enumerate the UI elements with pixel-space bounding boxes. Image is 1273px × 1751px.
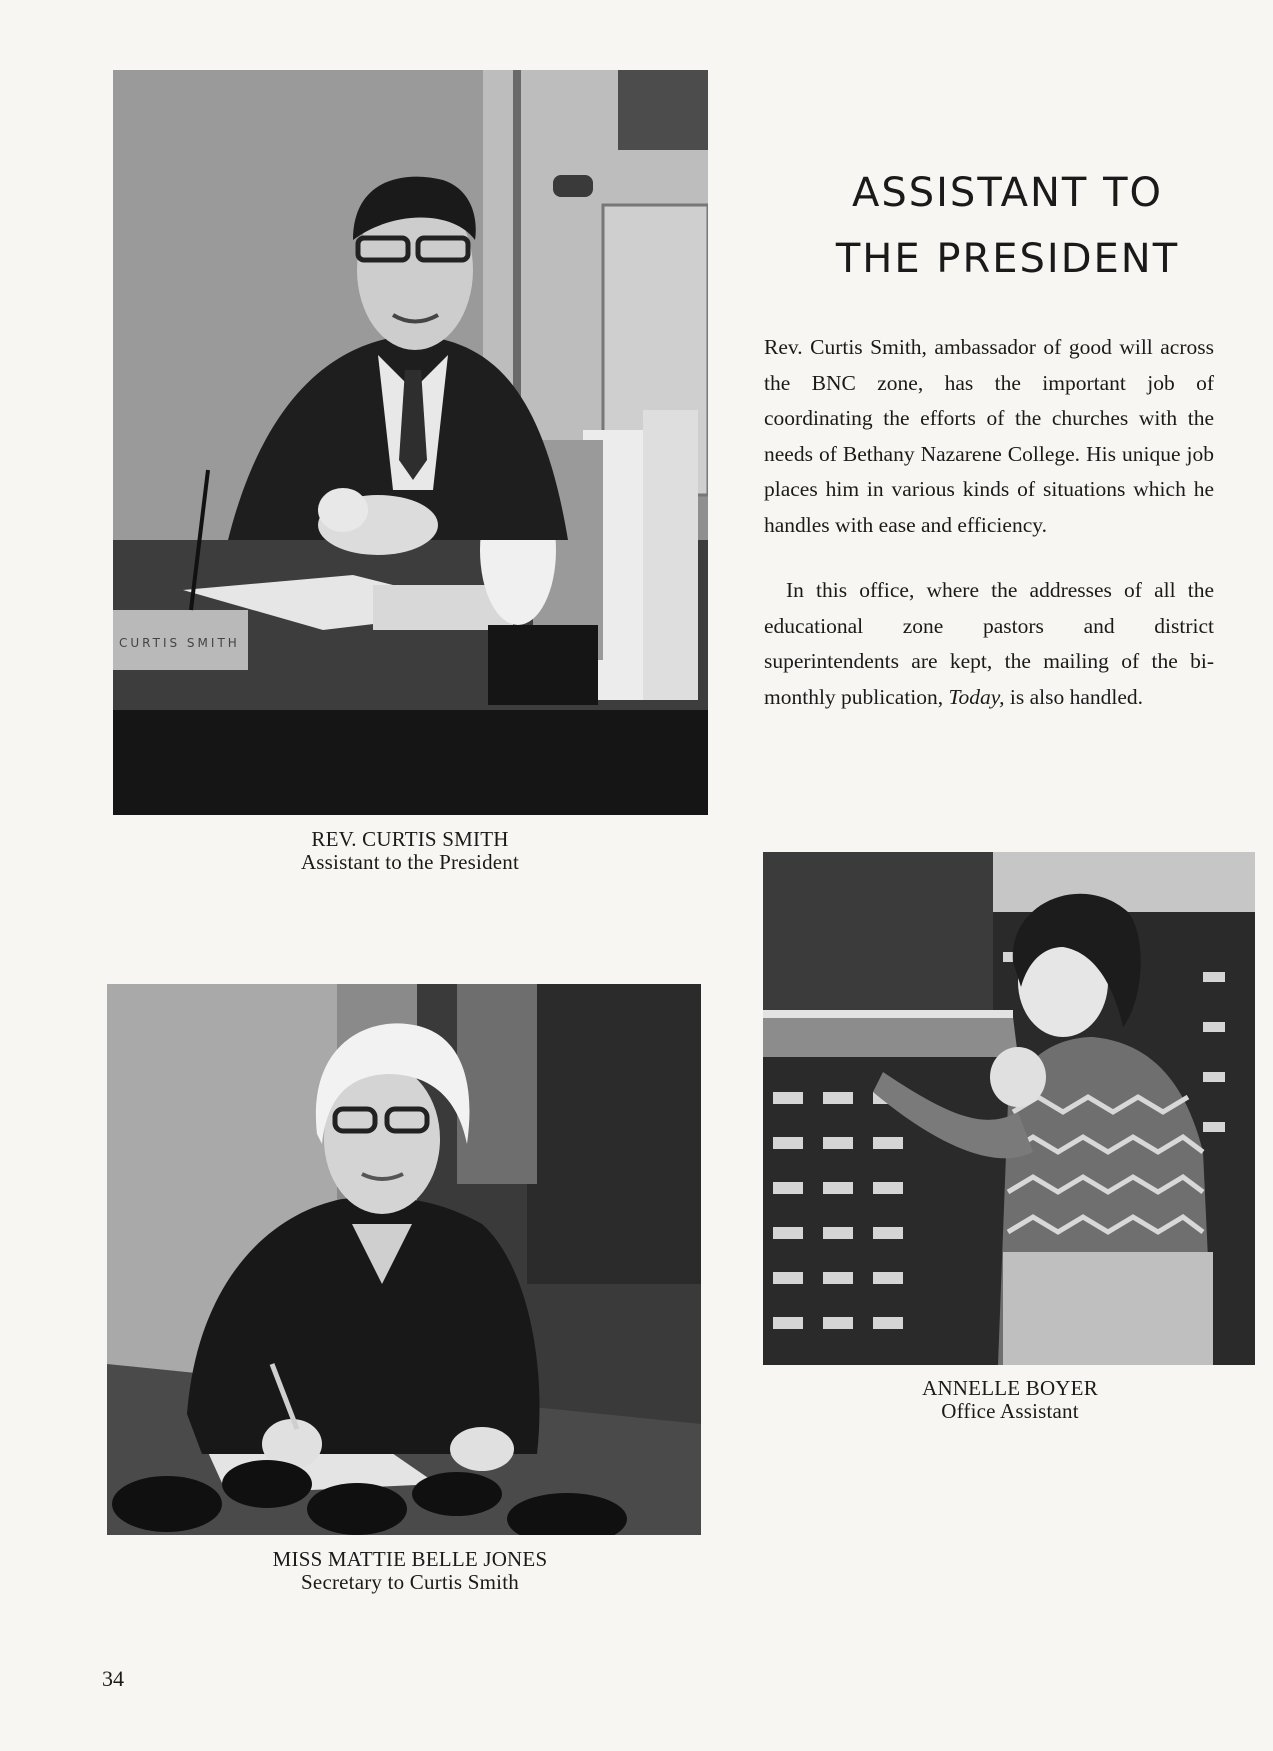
photo-annelle-boyer: [763, 852, 1255, 1365]
caption-role: Secretary to Curtis Smith: [301, 1570, 519, 1594]
photo-mattie-belle-jones-image: [107, 984, 701, 1535]
publication-title: Today,: [948, 684, 1005, 709]
body-paragraph-2-end: is also handled.: [1004, 684, 1144, 709]
photo-curtis-smith: [113, 70, 708, 815]
caption-name: ANNELLE BOYER: [922, 1376, 1098, 1400]
caption-annelle-boyer: [860, 1377, 1160, 1423]
caption-curtis-smith: [230, 828, 590, 874]
caption-role: Assistant to the President: [300, 850, 520, 874]
page-title-line-1: ASSISTANT TO: [851, 170, 1163, 216]
photo-annelle-boyer-image: [763, 852, 1255, 1365]
caption-name: MISS MATTIE BELLE JONES: [272, 1547, 548, 1571]
page-number: 34: [102, 1666, 124, 1691]
body-paragraph-2: [764, 573, 1214, 715]
caption-mattie-belle-jones: [210, 1548, 610, 1594]
body-paragraph-2-start: In this office, where the addresses of all the educational zone pastors and district superintendents are kept, the mailing of the bi-monthly publication,: [764, 578, 1214, 709]
caption-role: Office Assistant: [941, 1399, 1079, 1423]
body-paragraph-1: Rev. Curtis Smith, ambassador of good will across the BNC zone, has the important job of coordinating the efforts of the churches with the needs of Bethany Nazarene College. His unique job places him in various kinds of situations which he handles with ease and efficiency.: [764, 335, 1214, 537]
caption-name: REV. CURTIS SMITH: [311, 827, 509, 851]
photo-curtis-smith-image: [113, 70, 708, 815]
page-title-line-2: THE PRESIDENT: [835, 236, 1180, 282]
page-title: [760, 160, 1255, 292]
nameplate-text: CURTIS SMITH: [119, 636, 240, 650]
photo-mattie-belle-jones: [107, 984, 701, 1535]
